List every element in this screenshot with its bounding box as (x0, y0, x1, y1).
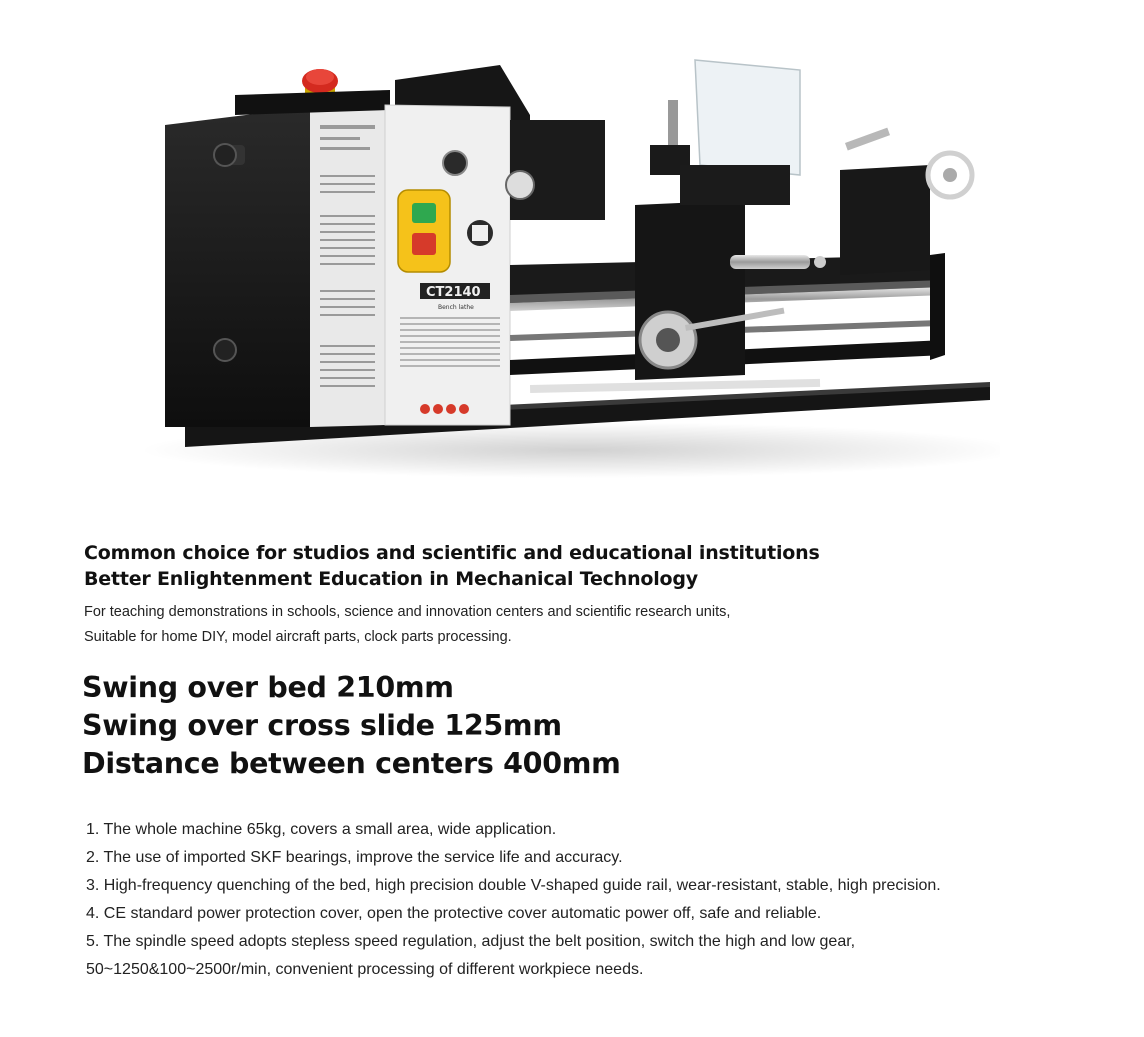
feature-item: 4. CE standard power protection cover, open the protective cover automatic power off, safe and reliable. (86, 905, 822, 922)
headline-line-1: Common choice for studios and scientific and educational institutions (84, 542, 820, 564)
feature-item: 3. High-frequency quenching of the bed, high precision double V-shaped guide rail, wear-resistant, stable, high precision. (86, 877, 941, 894)
spec-swing-over-bed: Swing over bed 210mm (82, 671, 454, 704)
feature-item: 2. The use of imported SKF bearings, improve the service life and accuracy. (86, 849, 623, 866)
spec-swing-over-cross-slide: Swing over cross slide 125mm (82, 709, 562, 742)
bench-lathe-product-photo (120, 55, 1000, 495)
model-sub-label: Bench lathe (438, 304, 474, 311)
subtext-line-1: For teaching demonstrations in schools, science and innovation centers and scientific research units, (84, 604, 731, 620)
feature-item: 1. The whole machine 65kg, covers a small area, wide application. (86, 821, 557, 838)
headline-line-2: Better Enlightenment Education in Mechanical Technology (84, 568, 698, 590)
feature-list (86, 816, 1006, 984)
model-label: CT2140 (426, 285, 481, 300)
feature-item: 5. The spindle speed adopts stepless speed regulation, adjust the belt position, switch the high and low gear, 50~1250&100~2500r/min, convenient processing of different workpiece needs. (86, 933, 856, 978)
subtext-line-2: Suitable for home DIY, model aircraft parts, clock parts processing. (84, 629, 512, 645)
spec-distance-between-centers: Distance between centers 400mm (82, 747, 621, 780)
